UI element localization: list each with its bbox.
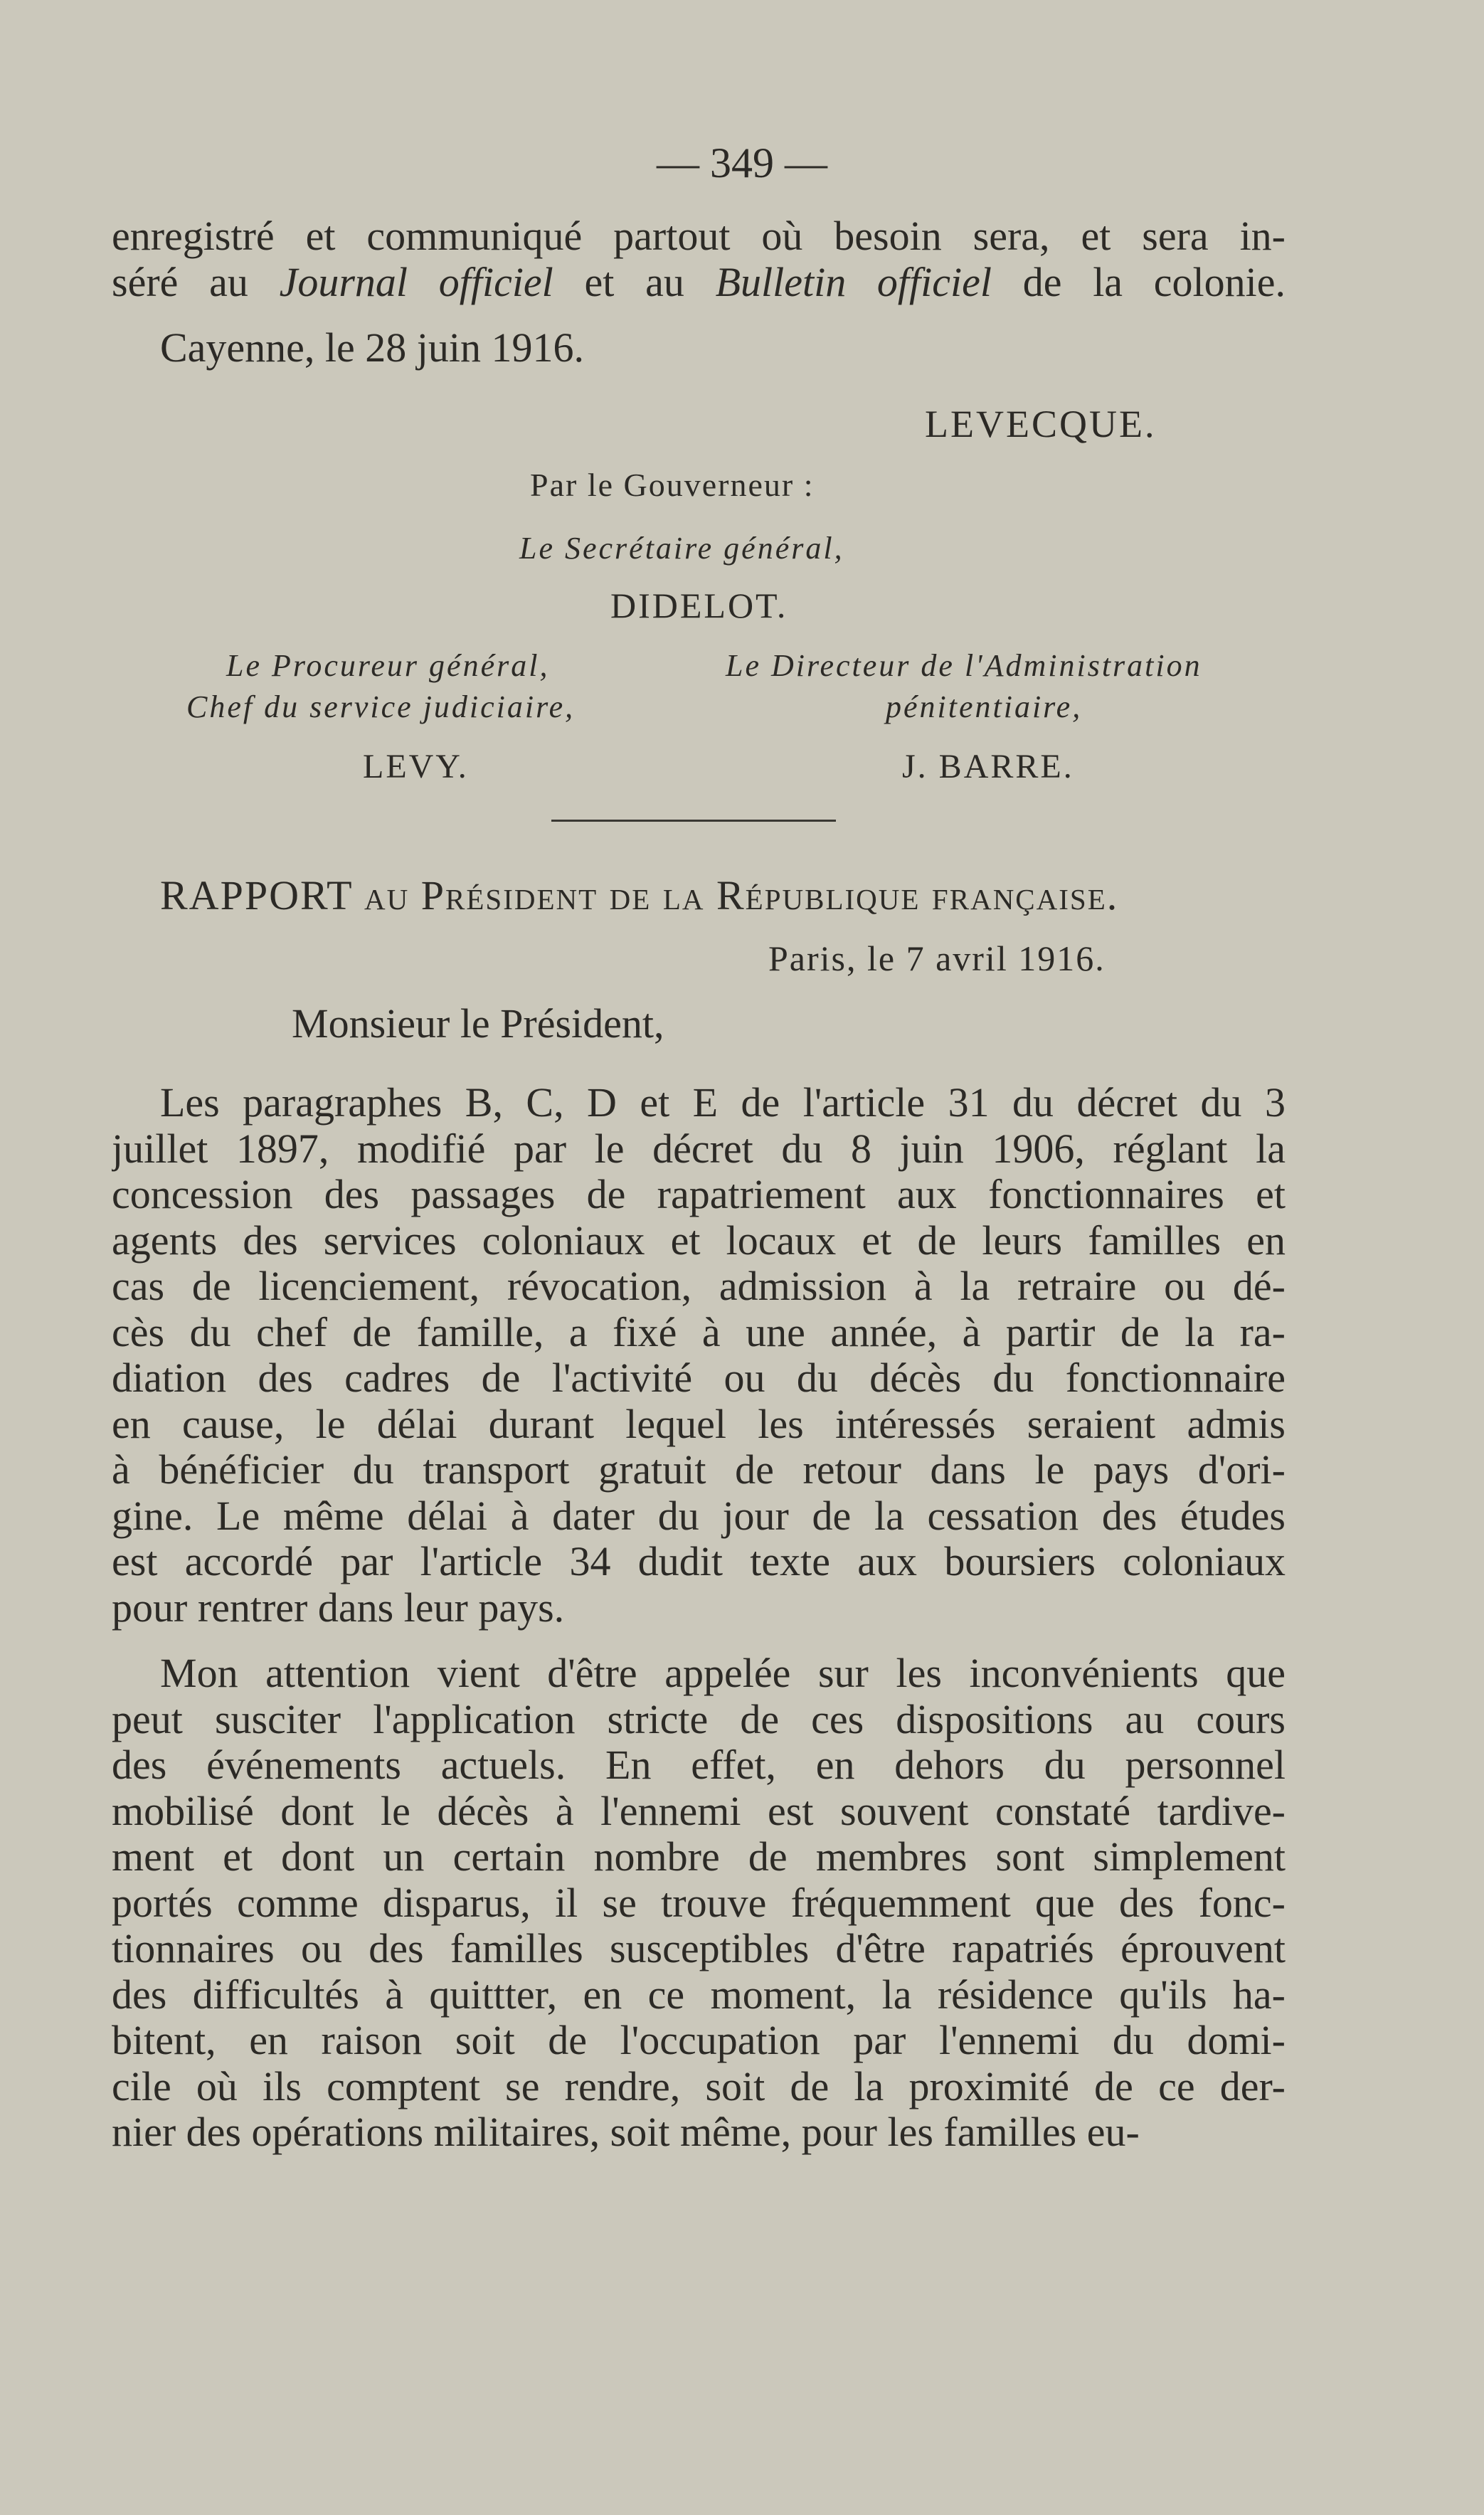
decree-end-text <box>112 213 1286 305</box>
paragraph-1-line: juillet 1897, modifié par le décret du 8 juin 1906, réglant la <box>112 1126 1286 1172</box>
paragraph-2-line: Mon attention vient d'être appelée sur les inconvénients que <box>160 1651 1286 1696</box>
paragraph-2-line: ment et dont un certain nombre de membres sont simplement <box>112 1834 1286 1880</box>
paragraph-1-line: à bénéficier du transport gratuit de retour dans le pays d'ori- <box>112 1447 1286 1493</box>
paragraph-1-line: en cause, le délai durant lequel les intéressés seraient admis <box>112 1401 1286 1447</box>
paragraph-1-line: gine. Le même délai à dater du jour de la cessation des études <box>112 1493 1286 1539</box>
par-le-gouverneur: Par le Gouverneur : <box>530 467 815 503</box>
paragraph-2-line: cile où ils comptent se rendre, soit de la proximité de ce der- <box>112 2063 1286 2109</box>
paragraph-2-line: portés comme disparus, il se trouve fréquemment que des fonc- <box>112 1880 1286 1926</box>
bulletin-officiel-ref: Bulletin officiel <box>715 259 992 305</box>
paragraph-2-line: nier des opérations militaires, soit même, pour les familles eu- <box>112 2109 1140 2155</box>
governor-signature: LEVECQUE. <box>925 403 1157 445</box>
paragraph-2-line: tionnaires ou des familles susceptibles d'être rapatriés éprouvent <box>112 1926 1286 1971</box>
paragraph-1-line: agents des services coloniaux et locaux et de leurs familles en <box>112 1217 1286 1264</box>
decree-line-1: enregistré et communiqué partout où besoin sera, et sera in- <box>112 213 1286 259</box>
directeur-title-2: pénitentiaire, <box>886 689 1083 724</box>
report-heading: RAPPORT au Président de la République française. <box>160 872 1119 918</box>
paragraph-1-line: Les paragraphes B, C, D et E de l'article 31 du décret du 3 <box>160 1080 1286 1126</box>
directeur-title-1: Le Directeur de l'Administration <box>726 648 1202 683</box>
procureur-title-1: Le Procureur général, <box>226 648 550 683</box>
journal-officiel-ref: Journal officiel <box>279 259 553 305</box>
paragraph-1-line: cès du chef de famille, a fixé à une année, à partir de la ra- <box>112 1309 1286 1355</box>
paragraph-2-line: bitent, en raison soit de l'occupation par l'ennemi du domi- <box>112 2018 1286 2063</box>
paragraph-1-line: diation des cadres de l'activité ou du décès du fonctionnaire <box>112 1355 1286 1401</box>
secretaire-name: DIDELOT. <box>610 586 788 625</box>
report-place-date: Paris, le 7 avril 1916. <box>768 938 1106 978</box>
paragraph-2 <box>112 1651 1286 2156</box>
procureur-name: LEVY. <box>363 748 469 785</box>
paragraph-2-line: peut susciter l'application stricte de ces dispositions au cours <box>112 1696 1286 1742</box>
directeur-name: J. BARRE. <box>902 748 1074 785</box>
paragraph-1-line: concession des passages de rapatriement aux fonctionnaires et <box>112 1172 1286 1217</box>
paragraph-2-line: des difficultés à quittter, en ce moment, la résidence qu'ils ha- <box>112 1971 1286 2018</box>
paragraph-2-line: des événements actuels. En effet, en dehors du personnel <box>112 1742 1286 1788</box>
page-number: — 349 — <box>657 139 827 186</box>
separator-rule <box>551 820 836 822</box>
paragraph-1-line: cas de licenciement, révocation, admission à la retraire ou dé- <box>112 1264 1286 1309</box>
paragraph-2-line: mobilisé dont le décès à l'ennemi est souvent constaté tardive- <box>112 1788 1286 1834</box>
salutation: Monsieur le Président, <box>292 1000 664 1047</box>
paragraph-1-line: est accordé par l'article 34 dudit texte aux boursiers coloniaux <box>112 1539 1286 1584</box>
secretaire-title: Le Secrétaire général, <box>519 531 844 566</box>
paragraph-1 <box>112 1080 1286 1631</box>
paragraph-1-line: pour rentrer dans leur pays. <box>112 1584 565 1631</box>
procureur-title-2: Chef du service judiciaire, <box>186 689 576 724</box>
place-date: Cayenne, le 28 juin 1916. <box>160 324 585 371</box>
decree-line-2: séré au Journal officiel et au Bulletin officiel de la colonie. <box>112 259 1286 305</box>
